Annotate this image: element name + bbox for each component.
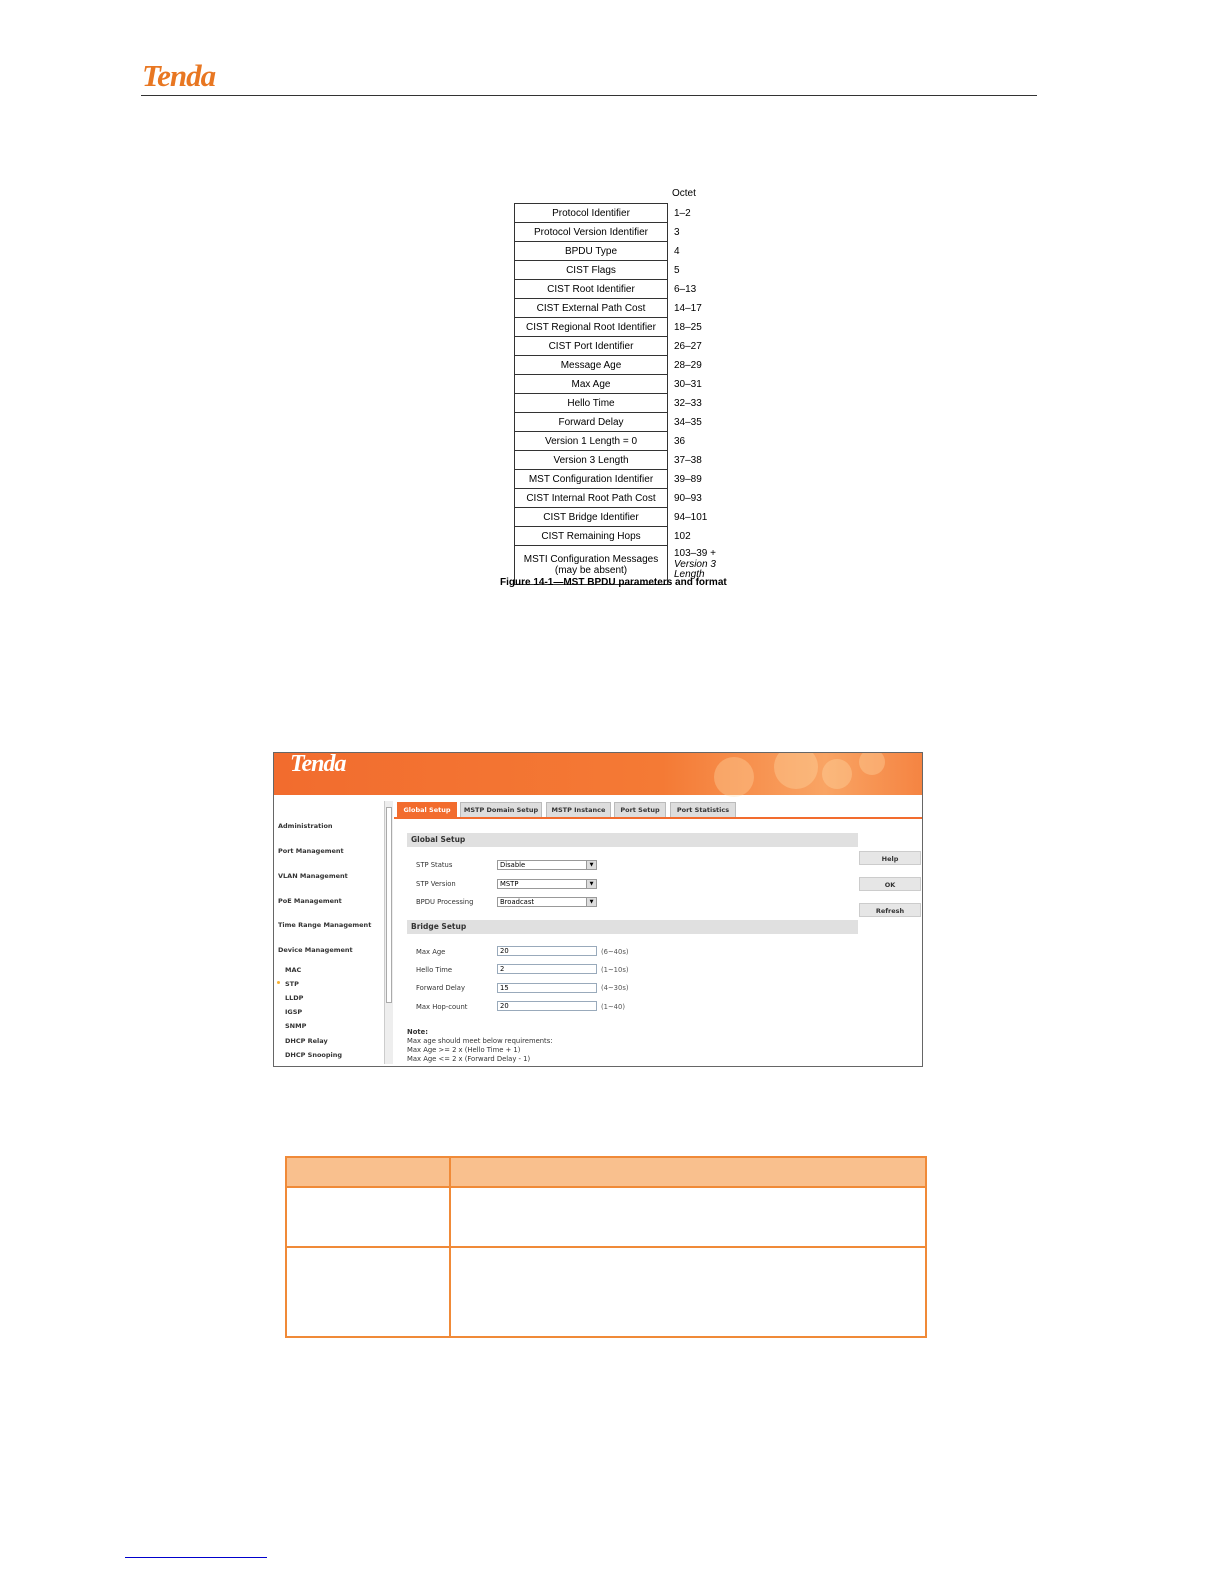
bpdu-format-table <box>514 203 735 585</box>
max-hop-count-input[interactable]: 20 <box>497 1001 597 1011</box>
tab-underline <box>394 817 922 819</box>
header-divider <box>141 95 1037 96</box>
bpdu-octet: 36 <box>674 435 686 447</box>
bpdu-row <box>515 508 735 527</box>
bpdu-processing-value: Broadcast <box>500 898 535 906</box>
bpdu-octet: 26–27 <box>674 340 702 352</box>
stp-status-label: STP Status <box>416 861 453 869</box>
chevron-down-icon: ▼ <box>586 880 596 888</box>
bpdu-field: CIST Flags <box>515 261 668 280</box>
refresh-button[interactable]: Refresh <box>859 903 921 917</box>
bpdu-field: Version 1 Length = 0 <box>515 432 668 451</box>
table-header-row <box>285 1156 927 1188</box>
bpdu-field: CIST External Path Cost <box>515 299 668 318</box>
tab-global-setup[interactable]: Global Setup <box>397 802 457 818</box>
sidebar-subitem-dhcp-snooping[interactable]: DHCP Snooping <box>285 1051 343 1059</box>
sidebar-subitem-mac[interactable]: MAC <box>285 966 302 974</box>
bpdu-row <box>515 242 735 261</box>
bpdu-row <box>515 299 735 318</box>
bpdu-processing-select[interactable] <box>497 897 597 907</box>
stp-status-select[interactable] <box>497 860 597 870</box>
bpdu-octet: 4 <box>674 245 680 257</box>
bpdu-octet: 14–17 <box>674 302 702 314</box>
bpdu-row <box>515 356 735 375</box>
hello-time-label: Hello Time <box>416 966 453 974</box>
bpdu-row <box>515 280 735 299</box>
stp-status-value: Disable <box>500 861 526 869</box>
banner-decoration <box>714 757 754 797</box>
table-border <box>285 1336 927 1338</box>
banner <box>274 753 922 795</box>
sidebar-item-administration[interactable]: Administration <box>278 822 333 830</box>
sidebar-item-time-range-management[interactable]: Time Range Management <box>278 921 372 929</box>
footer-link-underline <box>125 1557 267 1558</box>
bpdu-row <box>515 375 735 394</box>
bpdu-field: CIST Port Identifier <box>515 337 668 356</box>
bpdu-row <box>515 318 735 337</box>
bpdu-octet: 94–101 <box>674 511 708 523</box>
active-marker-icon <box>277 981 280 984</box>
bpdu-octet: 5 <box>674 264 680 276</box>
stp-version-label: STP Version <box>416 880 456 888</box>
bpdu-octet: 102 <box>674 530 691 542</box>
bpdu-row <box>515 337 735 356</box>
note-block <box>407 1028 553 1064</box>
bpdu-field: CIST Bridge Identifier <box>515 508 668 527</box>
bpdu-row <box>515 394 735 413</box>
bpdu-field: Version 3 Length <box>515 451 668 470</box>
tab-port-statistics[interactable]: Port Statistics <box>670 802 736 818</box>
max-age-label: Max Age <box>416 948 446 956</box>
global-setup-header: Global Setup <box>407 833 858 847</box>
page-logo: Tenda <box>142 58 216 93</box>
banner-decoration <box>774 752 818 789</box>
sidebar-subitem-dhcp-relay[interactable]: DHCP Relay <box>285 1037 328 1045</box>
table-row-divider <box>285 1246 927 1248</box>
bpdu-octet: 3 <box>674 226 680 238</box>
sidebar-item-device-management[interactable]: Device Management <box>278 946 353 954</box>
hello-time-input[interactable]: 2 <box>497 964 597 974</box>
bpdu-octet: 18–25 <box>674 321 702 333</box>
bpdu-field: CIST Internal Root Path Cost <box>515 489 668 508</box>
bpdu-row <box>515 261 735 280</box>
chevron-down-icon: ▼ <box>586 898 596 906</box>
note-line: Max age should meet below requirements: <box>407 1037 553 1045</box>
bpdu-field-line: (may be absent) <box>554 565 628 576</box>
note-title: Note: <box>407 1028 428 1036</box>
sidebar-item-poe-management[interactable]: PoE Management <box>278 897 342 905</box>
sidebar-scrollbar[interactable] <box>384 801 393 1064</box>
stp-version-value: MSTP <box>500 880 519 888</box>
note-line: Max Age <= 2 x (Forward Delay - 1) <box>407 1055 531 1063</box>
bpdu-octet: 37–38 <box>674 454 702 466</box>
bpdu-octet: 32–33 <box>674 397 702 409</box>
bpdu-field: MST Configuration Identifier <box>515 470 668 489</box>
stp-version-select[interactable] <box>497 879 597 889</box>
banner-logo: Tenda <box>290 752 346 777</box>
figure-caption: Figure 14-1—MST BPDU parameters and format <box>500 577 727 588</box>
forward-delay-label: Forward Delay <box>416 984 465 992</box>
bpdu-field: Message Age <box>515 356 668 375</box>
ok-button[interactable]: OK <box>859 877 921 891</box>
stp-screenshot <box>273 752 923 1067</box>
octet-header: Octet <box>672 188 696 199</box>
bpdu-octet: 28–29 <box>674 359 702 371</box>
sidebar-subitem-stp[interactable]: STP <box>285 980 299 988</box>
bpdu-row <box>515 204 735 223</box>
bpdu-octet: 90–93 <box>674 492 702 504</box>
bpdu-field: CIST Root Identifier <box>515 280 668 299</box>
bpdu-field: BPDU Type <box>515 242 668 261</box>
sidebar <box>274 795 386 1066</box>
tab-port-setup[interactable]: Port Setup <box>614 802 666 818</box>
bpdu-octet: 1–2 <box>674 207 691 219</box>
bpdu-field: CIST Remaining Hops <box>515 527 668 546</box>
bpdu-processing-label: BPDU Processing <box>416 898 474 906</box>
chevron-down-icon: ▼ <box>586 861 596 869</box>
banner-decoration <box>859 752 885 775</box>
max-age-input[interactable]: 20 <box>497 946 597 956</box>
bpdu-row <box>515 432 735 451</box>
bpdu-field: Hello Time <box>515 394 668 413</box>
sidebar-item-vlan-management[interactable]: VLAN Management <box>278 872 348 880</box>
hello-time-range: (1~10s) <box>601 966 629 974</box>
forward-delay-input[interactable]: 15 <box>497 983 597 993</box>
bpdu-octet: 34–35 <box>674 416 702 428</box>
bpdu-row <box>515 413 735 432</box>
tab-mstp-instance[interactable]: MSTP Instance <box>546 802 611 818</box>
bpdu-octet-line: 103–39 + <box>674 548 716 560</box>
parameter-table <box>285 1156 927 1338</box>
bpdu-row <box>515 527 735 546</box>
bpdu-octet: 6–13 <box>674 283 697 295</box>
scrollbar-thumb[interactable] <box>386 807 392 1003</box>
bpdu-field: Forward Delay <box>515 413 668 432</box>
forward-delay-range: (4~30s) <box>601 984 629 992</box>
bpdu-octet-line: Version 3 <box>674 558 716 570</box>
sidebar-item-port-management[interactable]: Port Management <box>278 847 344 855</box>
bpdu-field: CIST Regional Root Identifier <box>515 318 668 337</box>
sidebar-subitem-snmp[interactable]: SNMP <box>285 1022 307 1030</box>
bpdu-row <box>515 223 735 242</box>
banner-decoration <box>822 759 852 789</box>
bpdu-octet: 30–31 <box>674 378 702 390</box>
max-hop-count-range: (1~40) <box>601 1003 625 1011</box>
bpdu-row <box>515 470 735 489</box>
sidebar-subitem-igsp[interactable]: IGSP <box>285 1008 303 1016</box>
tab-mstp-domain-setup[interactable]: MSTP Domain Setup <box>460 802 542 818</box>
bpdu-field-line: MSTI Configuration Messages <box>523 554 659 565</box>
bpdu-field: Protocol Version Identifier <box>515 223 668 242</box>
bpdu-octet: 39–89 <box>674 473 702 485</box>
note-line: Max Age >= 2 x (Hello Time + 1) <box>407 1046 521 1054</box>
sidebar-subitem-lldp[interactable]: LLDP <box>285 994 304 1002</box>
bpdu-octet-line: Length <box>674 569 705 581</box>
max-age-range: (6~40s) <box>601 948 629 956</box>
help-button[interactable]: Help <box>859 851 921 865</box>
max-hop-count-label: Max Hop-count <box>416 1003 468 1011</box>
bpdu-field: Protocol Identifier <box>515 204 668 223</box>
bpdu-row <box>515 451 735 470</box>
bpdu-field: Max Age <box>515 375 668 394</box>
bpdu-row <box>515 489 735 508</box>
bridge-setup-header: Bridge Setup <box>407 920 858 934</box>
